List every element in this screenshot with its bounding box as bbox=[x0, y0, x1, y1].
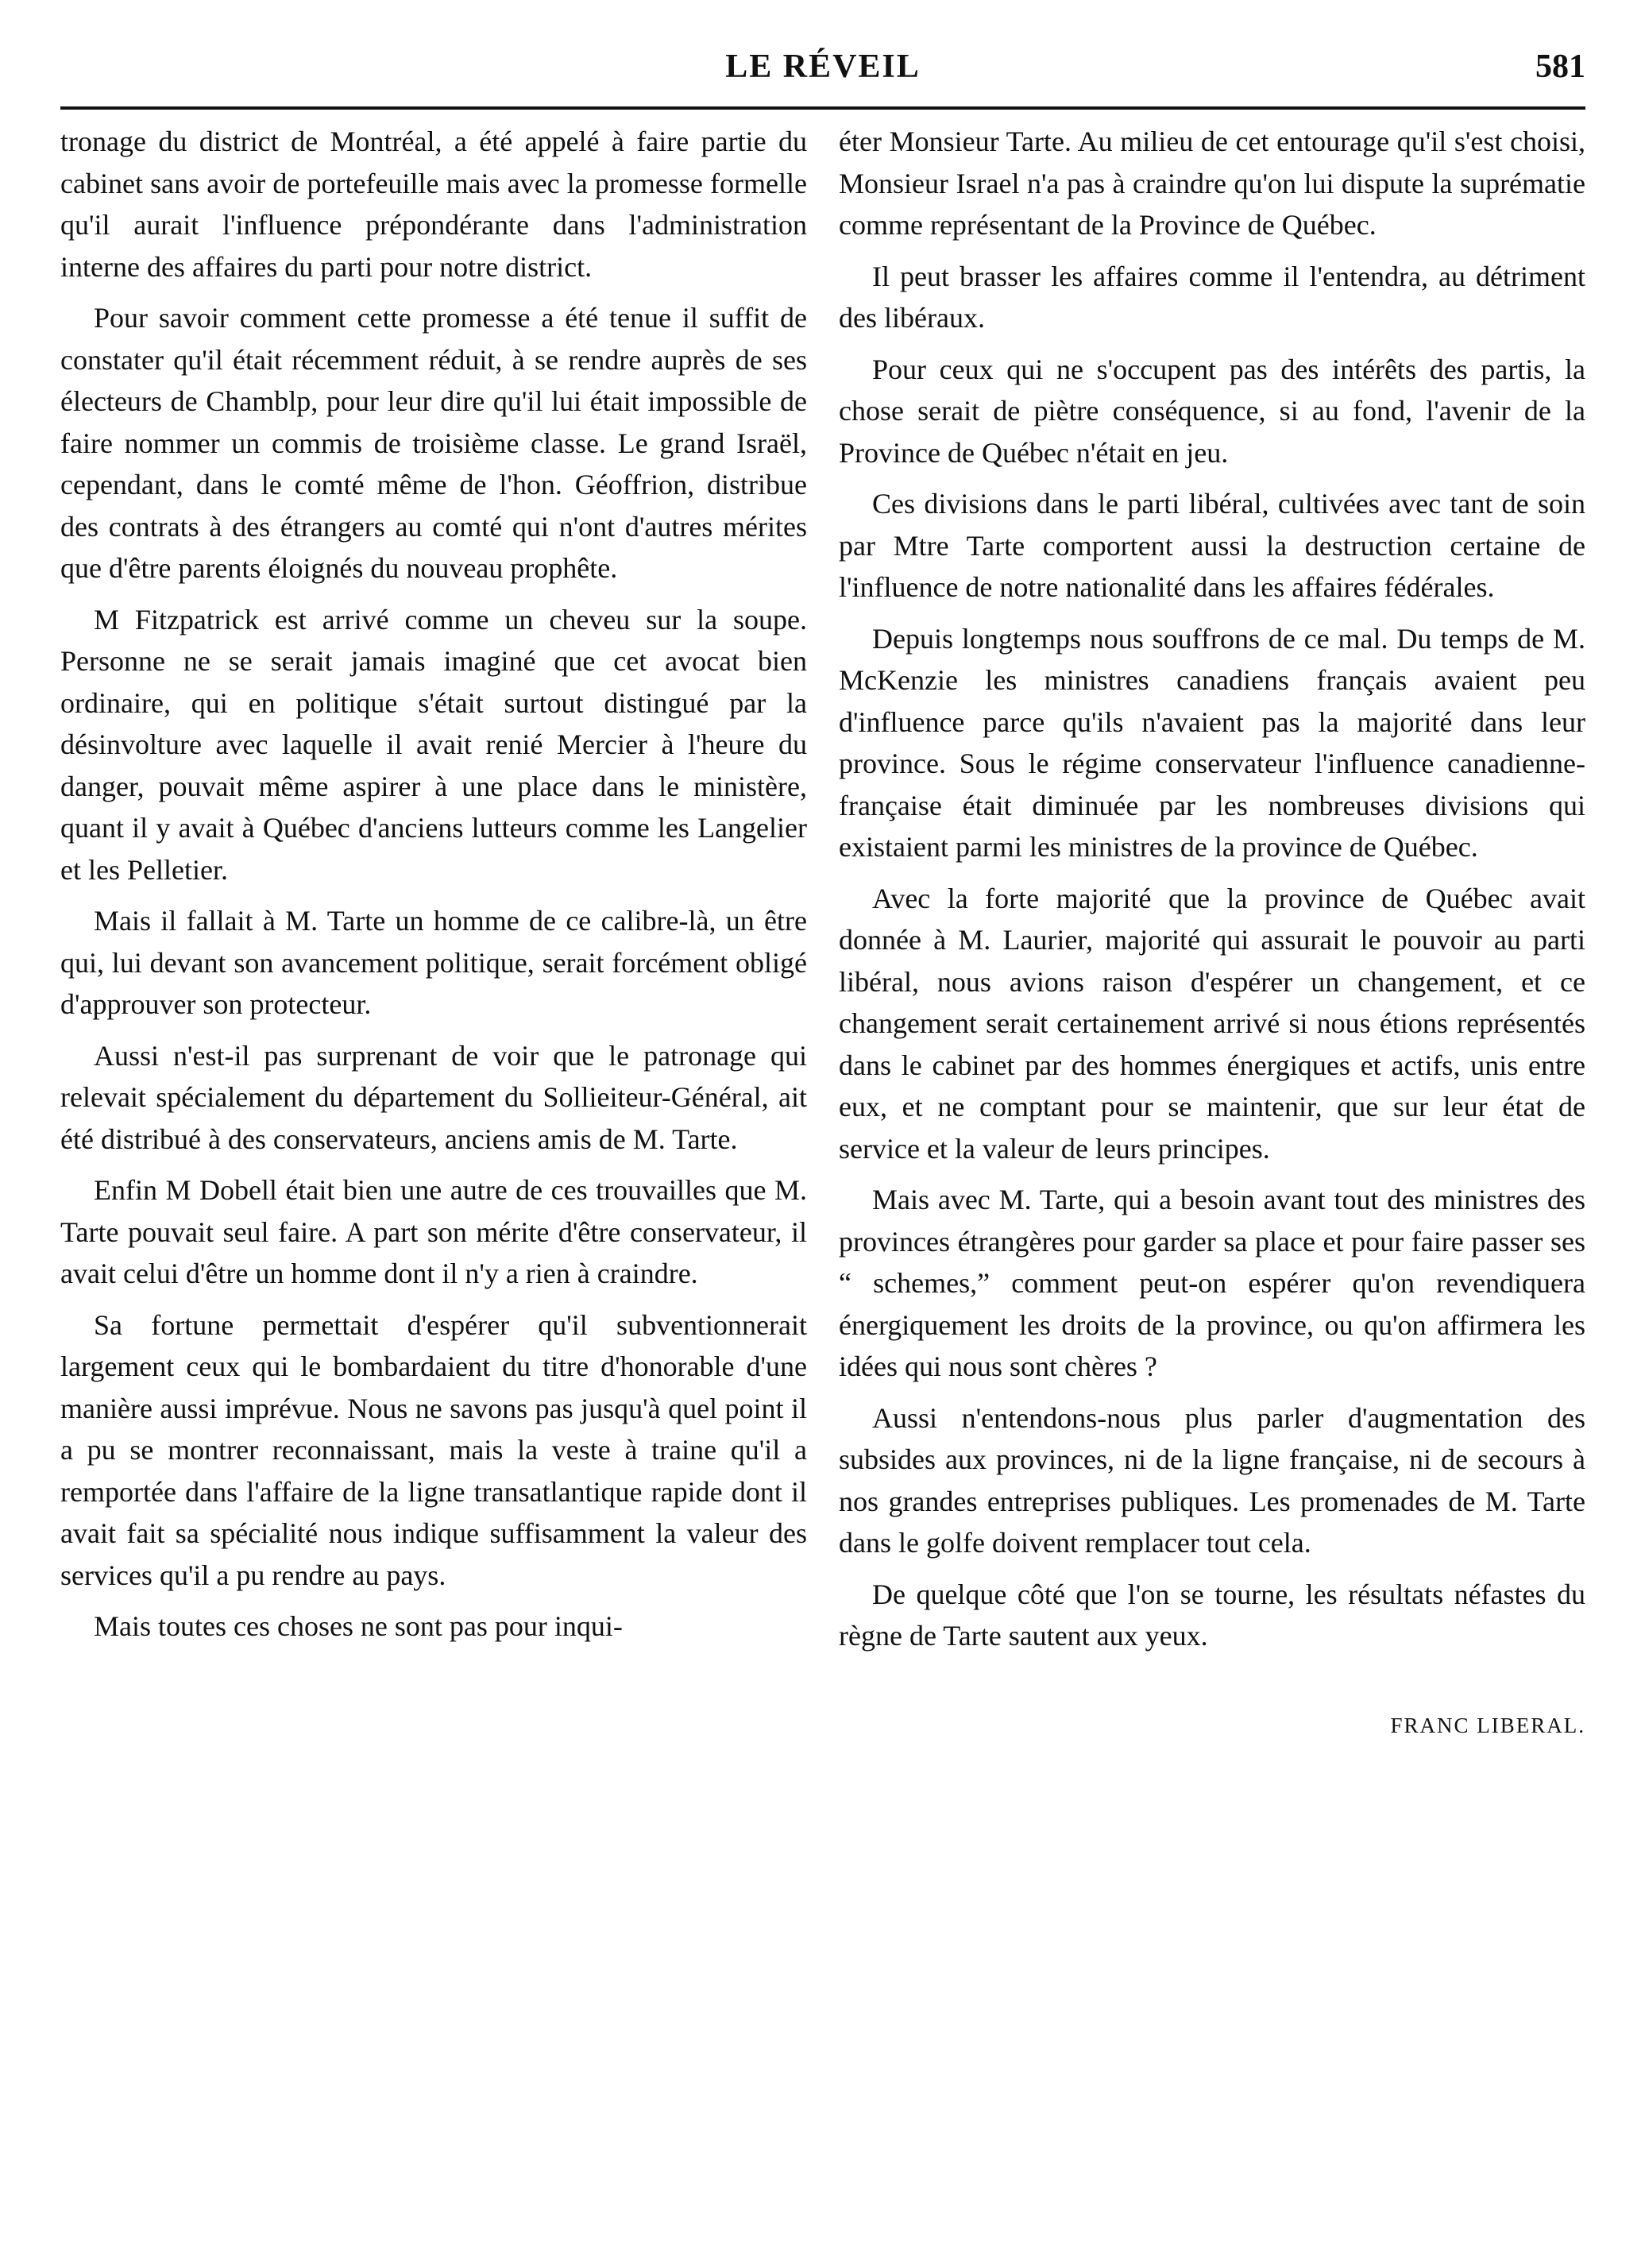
right-column bbox=[839, 121, 1585, 1746]
paragraph: éter Monsieur Tarte. Au milieu de cet entourage qu'il s'est choisi, Monsieur Israel n'a pas à craindre qu'on lui dispute la suprématie comme représentant de la Province de Québec. bbox=[839, 126, 1585, 241]
paragraph: Pour ceux qui ne s'occupent pas des intérêts des partis, la chose serait de piètre conséquence, si au fond, l'avenir de la Province de Québec n'était en jeu. bbox=[839, 353, 1585, 469]
paragraph: Il peut brasser les affaires comme il l'entendra, au détriment des libéraux. bbox=[839, 260, 1585, 334]
author-signature: FRANC LIBERAL. bbox=[1390, 1713, 1585, 1737]
paragraph: Aussi n'est-il pas surprenant de voir que le patronage qui relevait spécialement du département du Sollieiteur-Général, ait été distribué à des conservateurs, anciens amis de M. Tarte. bbox=[60, 1039, 807, 1155]
journal-title: LE RÉVEIL bbox=[725, 48, 921, 85]
running-head bbox=[60, 48, 1585, 105]
paragraph: tronage du district de Montréal, a été appelé à faire partie du cabinet sans avoir de portefeuille mais avec la promesse formelle qu'il aurait l'influence prépondérante dans l'administration interne des affaires du parti pour notre district. bbox=[60, 126, 807, 283]
paragraph: De quelque côté que l'on se tourne, les résultats néfastes du règne de Tarte sautent aux yeux. bbox=[839, 1578, 1585, 1652]
paragraph: Depuis longtemps nous souffrons de ce mal. Du temps de M. McKenzie les ministres canadiens français avaient peu d'influence parce qu'ils n'avaient pas la majorité dans leur province. Sous le régime conservateur l'influence canadienne-française était diminuée par les nombreuses divisions qui existaient parmi les ministres de la province de Québec. bbox=[839, 622, 1585, 863]
newspaper-page bbox=[60, 48, 1585, 2224]
page-number: 581 bbox=[1535, 48, 1585, 85]
paragraph: M Fitzpatrick est arrivé comme un cheveu sur la soupe. Personne ne se serait jamais imaginé que cet avocat bien ordinaire, qui en politique s'était surtout distingué par la désinvolture avec laquelle il avait renié Mercier à l'heure du danger, pouvait même aspirer à une place dans le ministère, quant il y avait à Québec d'anciens lutteurs comme les Langelier et les Pelletier. bbox=[60, 603, 807, 886]
article-columns bbox=[60, 121, 1585, 1746]
paragraph: Sa fortune permettait d'espérer qu'il subventionnerait largement ceux qui le bombardaient du titre d'honorable d'une manière aussi imprévue. Nous ne savons pas jusqu'à quel point il a pu se montrer reconnaissant, mais la veste à traine qu'il a remportée dans l'affaire de la ligne transatlantique rapide dont il avait fait sa spécialité nous indique suffisamment la valeur des services qu'il a pu rendre au pays. bbox=[60, 1308, 807, 1591]
left-column bbox=[60, 121, 807, 1746]
paragraph: Mais toutes ces choses ne sont pas pour inqui- bbox=[94, 1610, 623, 1642]
paragraph: Enfin M Dobell était bien une autre de ces trouvailles que M. Tarte pouvait seul faire. A part son mérite d'être conservateur, il avait celui d'être un homme dont il n'y a rien à craindre. bbox=[60, 1174, 807, 1289]
paragraph: Mais il fallait à M. Tarte un homme de ce calibre-là, un être qui, lui devant son avancement politique, serait forcément obligé d'approuver son protecteur. bbox=[60, 905, 807, 1020]
paragraph: Mais avec M. Tarte, qui a besoin avant tout des ministres des provinces étrangères pour garder sa place et pour faire passer ses “ schemes,” comment peut-on espérer qu'on revendiquera énergiquement les droits de la province, ou qu'on affirmera les idées qui nous sont chères ? bbox=[839, 1184, 1585, 1382]
paragraph: Ces divisions dans le parti libéral, cultivées avec tant de soin par Mtre Tarte comportent aussi la destruction certaine de l'influence de notre nationalité dans les affaires fédérales. bbox=[839, 488, 1585, 603]
paragraph: Pour savoir comment cette promesse a été tenue il suffit de constater qu'il était récemment réduit, à se rendre auprès de ses électeurs de Chamblp, pour leur dire qu'il lui était impossible de faire nommer un commis de troisième classe. Le grand Israël, cependant, dans le comté même de l'hon. Géoffrion, distribue des contrats à des étrangers au comté qui n'ont d'autres mérites que d'être parents éloignés du nouveau prophête. bbox=[60, 302, 807, 584]
paragraph: Avec la forte majorité que la province de Québec avait donnée à M. Laurier, majorité qui assurait le pouvoir au parti libéral, nous avions raison d'espérer un changement, et ce changement serait certainement arrivé si nous étions représentés dans le cabinet par des hommes énergiques et actifs, unis entre eux, et ne comptant pour se maintenir, que sur leur état de service et la valeur de leurs principes. bbox=[839, 882, 1585, 1165]
header-rule bbox=[60, 106, 1585, 110]
paragraph: Aussi n'entendons-nous plus parler d'augmentation des subsides aux provinces, ni de la ligne française, ni de secours à nos grandes entreprises publiques. Les promenades de M. Tarte dans le golfe doivent remplacer tout cela. bbox=[839, 1401, 1585, 1559]
